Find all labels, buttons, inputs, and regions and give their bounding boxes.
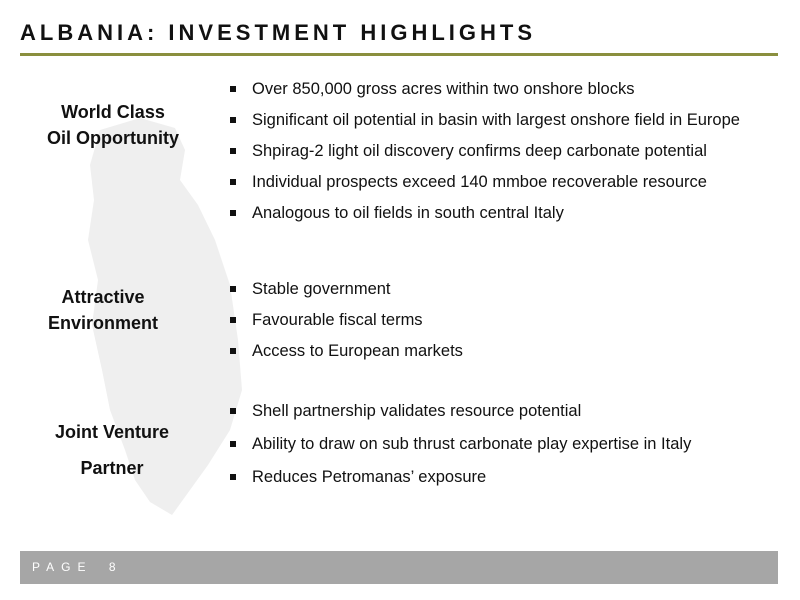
section-label-line: Attractive: [61, 287, 145, 307]
page-number-label: [32, 560, 123, 574]
section-label-environment: [8, 284, 198, 336]
list-item: Analogous to oil fields in south central Italy: [228, 204, 773, 223]
section-label-line: Environment: [47, 313, 158, 333]
list-item: Significant oil potential in basin with largest onshore field in Europe: [228, 111, 773, 130]
bullet-list-oil-opportunity: [228, 80, 773, 223]
section-label-line: World Class: [61, 102, 165, 122]
list-item: Over 850,000 gross acres within two onshore blocks: [228, 80, 773, 99]
section-label-joint-venture: [17, 414, 207, 486]
list-item: Stable government: [228, 280, 773, 299]
bullet-list-environment: [228, 280, 773, 361]
section-label-line: Oil Opportunity: [47, 128, 179, 148]
page-number: 8: [108, 560, 123, 574]
list-item: Individual prospects exceed 140 mmboe recoverable resource: [228, 173, 773, 192]
list-item: Reduces Petromanas’ exposure: [228, 468, 773, 487]
list-item: Access to European markets: [228, 342, 773, 361]
section-label-oil-opportunity: [18, 99, 208, 151]
list-item: Shell partnership validates resource potential: [228, 402, 773, 421]
bullet-list-joint-venture: [228, 402, 773, 487]
section-label-line: Partner: [80, 458, 144, 478]
page-label: PAGE: [32, 560, 93, 574]
footer-bar: [20, 551, 778, 584]
title-rule: [20, 53, 778, 56]
list-item: Favourable fiscal terms: [228, 311, 773, 330]
page-title: ALBANIA: INVESTMENT HIGHLIGHTS: [20, 20, 536, 45]
list-item: Shpirag-2 light oil discovery confirms deep carbonate potential: [228, 142, 773, 161]
list-item: Ability to draw on sub thrust carbonate play expertise in Italy: [228, 435, 773, 454]
section-label-line: Joint Venture: [54, 422, 170, 442]
